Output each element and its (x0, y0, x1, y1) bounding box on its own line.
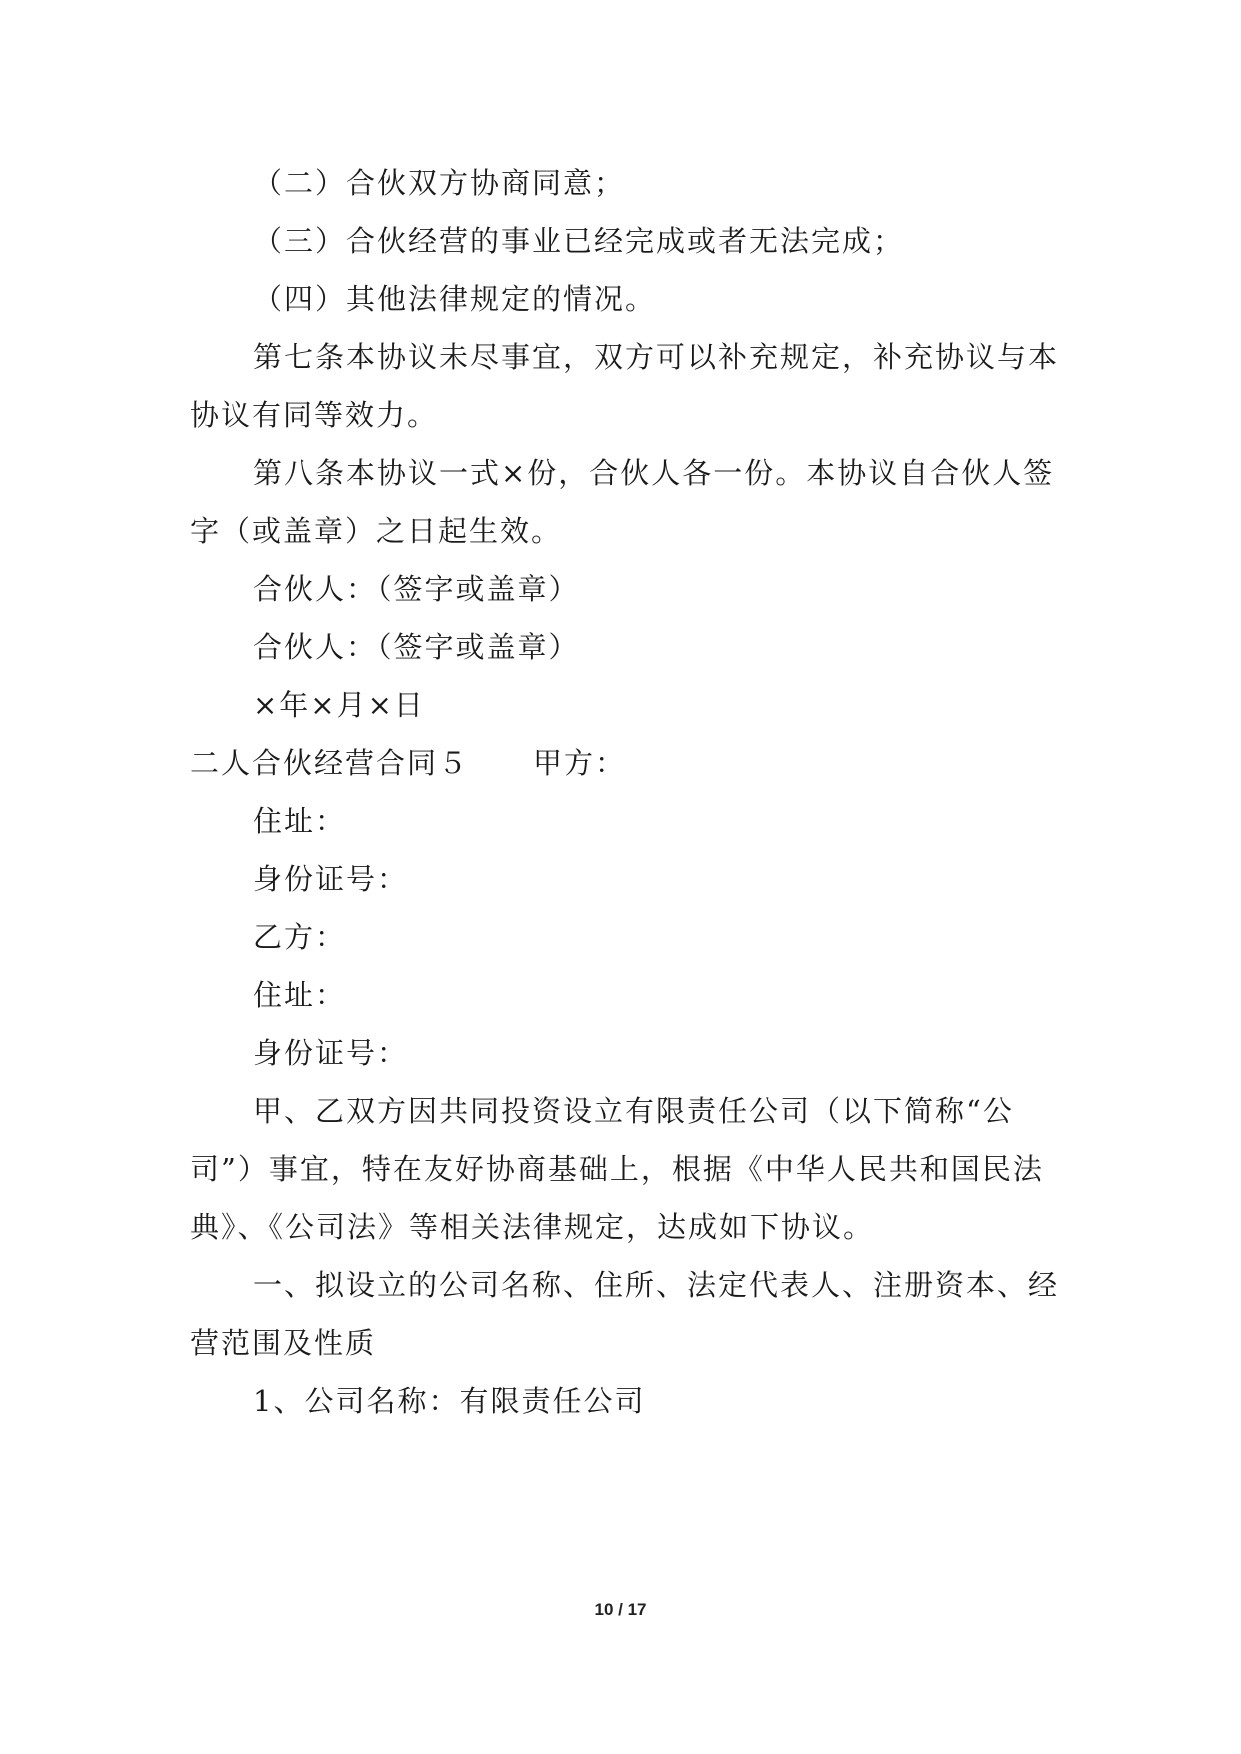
party-b-address: 住址： (253, 978, 347, 1012)
section-title: 二人合伙经营合同５ (190, 746, 470, 780)
clause-item-3: （三）合伙经营的事业已经完成或者无法完成； (253, 224, 905, 258)
section-1-heading-line-1: 一、拟设立的公司名称、住所、法定代表人、注册资本、经 (253, 1268, 1060, 1302)
section-heading (190, 743, 626, 783)
clause-item-4: （四）其他法律规定的情况。 (253, 282, 657, 316)
party-b-label: 乙方： (253, 920, 347, 954)
clause-item-2: （二）合伙双方协商同意； (253, 166, 626, 200)
preamble-line-3: 典》、《公司法》等相关法律规定，达成如下协议。 (190, 1210, 875, 1244)
page-number: 10 / 17 (594, 1600, 647, 1619)
partner-signature-2: 合伙人：（签字或盖章） (253, 630, 580, 664)
party-a-label: 甲方： (533, 746, 627, 780)
signature-date: ×年×月×日 (253, 688, 425, 722)
preamble-line-1: 甲、乙双方因共同投资设立有限责任公司（以下简称“公 (253, 1094, 1014, 1128)
party-a-id-number: 身份证号： (253, 862, 409, 896)
article-7-line-1: 第七条本协议未尽事宜，双方可以补充规定，补充协议与本 (253, 340, 1060, 374)
party-a-address: 住址： (253, 804, 347, 838)
party-b-id-number: 身份证号： (253, 1036, 409, 1070)
section-1-heading-line-2: 营范围及性质 (190, 1326, 377, 1360)
article-8-line-2: 字（或盖章）之日起生效。 (190, 514, 563, 548)
company-name-line: 1、公司名称：有限责任公司 (253, 1384, 646, 1418)
preamble-line-2: 司”）事宜，特在友好协商基础上，根据《中华人民共和国民法 (190, 1152, 1044, 1186)
article-7-line-2: 协议有同等效力。 (190, 398, 439, 432)
article-8-line-1: 第八条本协议一式×份，合伙人各一份。本协议自合伙人签 (253, 456, 1055, 490)
partner-signature-1: 合伙人：（签字或盖章） (253, 572, 580, 606)
